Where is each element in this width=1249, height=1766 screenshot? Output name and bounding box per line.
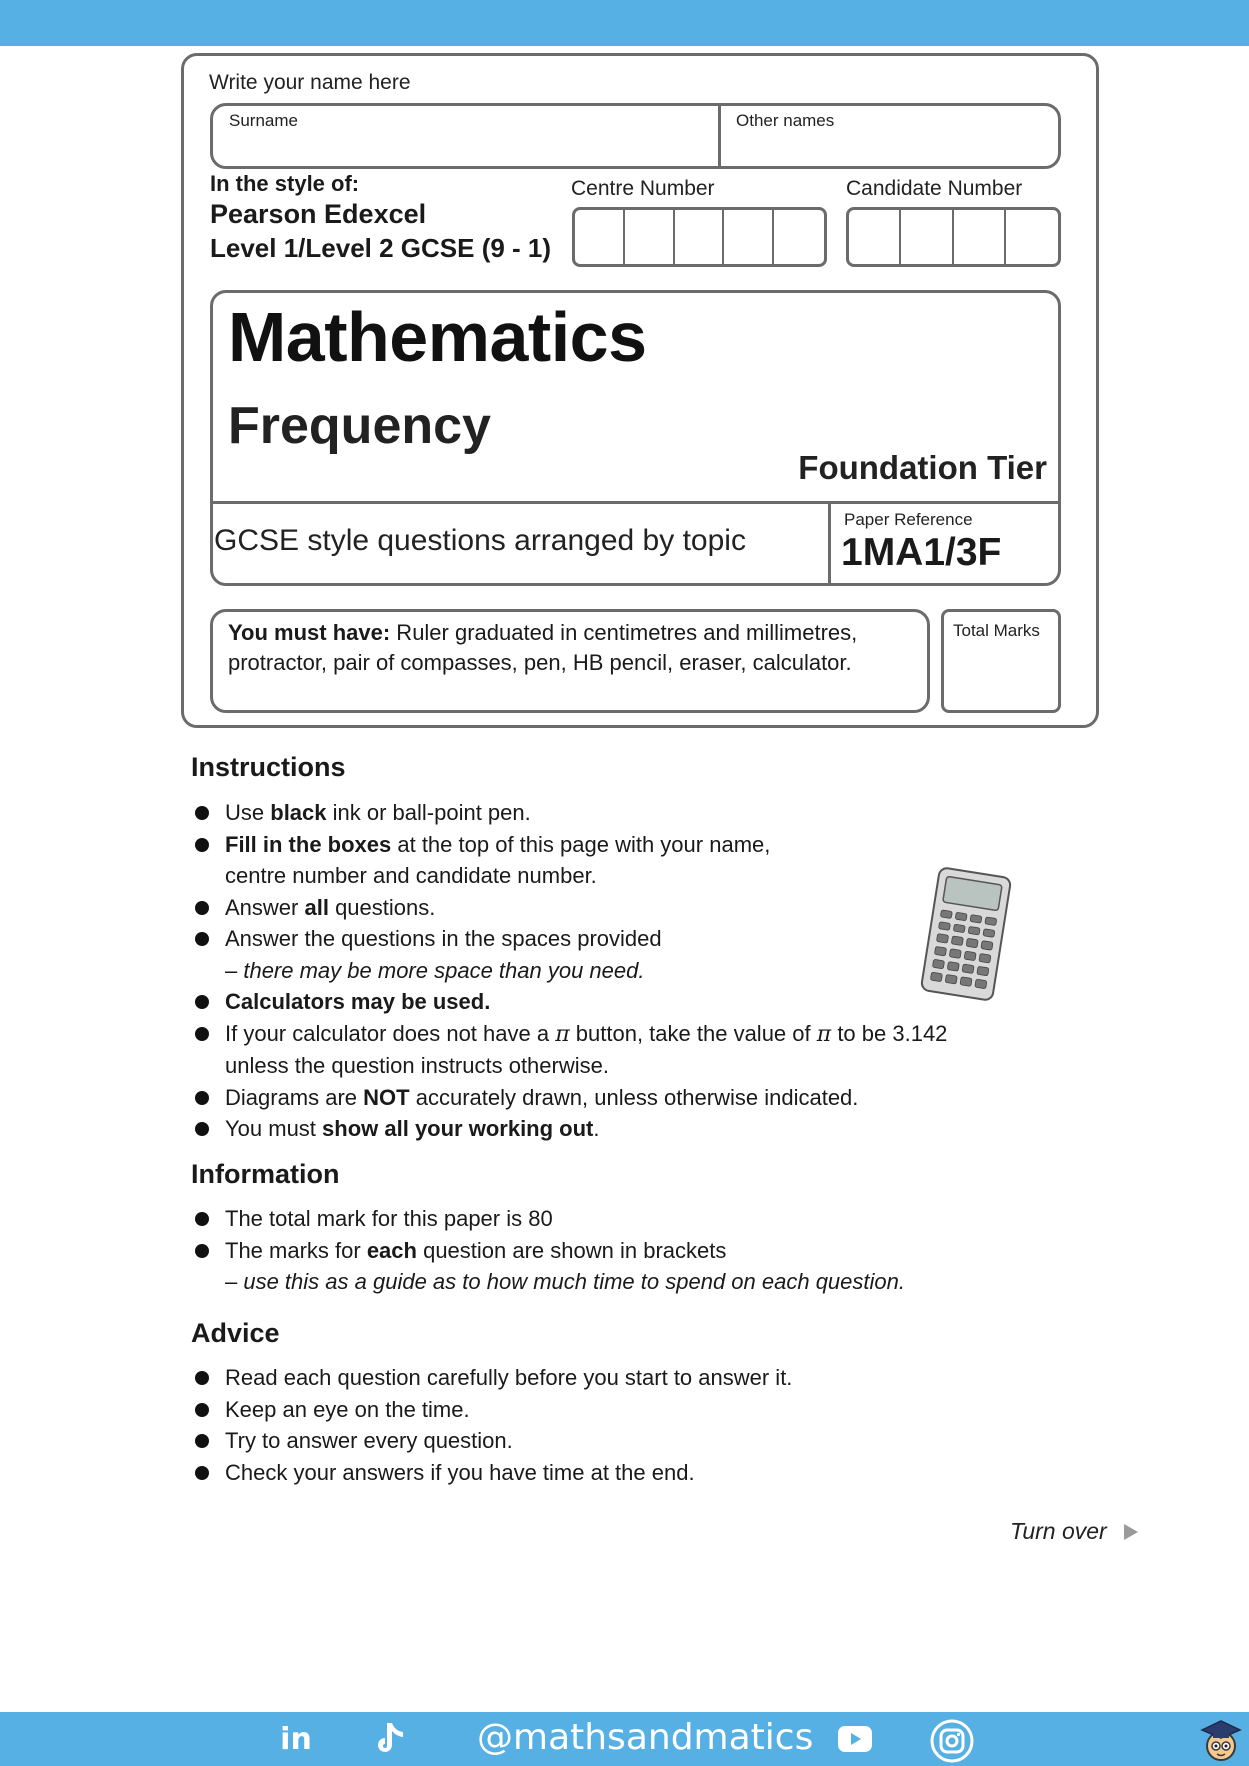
turn-over[interactable] — [1010, 1518, 1141, 1545]
list-item: Keep an eye on the time. — [193, 1394, 1013, 1426]
centre-digit-box[interactable] — [724, 210, 774, 264]
surname-field[interactable] — [223, 134, 711, 164]
social-handle[interactable]: @mathsandmatics — [477, 1717, 814, 1758]
information-list — [193, 1203, 1033, 1298]
centre-digit-box[interactable] — [625, 210, 675, 264]
linkedin-glyph: in — [280, 1722, 312, 1757]
centre-digit-box[interactable] — [675, 210, 725, 264]
subject-title: Mathematics — [228, 298, 647, 376]
requirements-box — [210, 609, 930, 713]
youtube-icon[interactable] — [838, 1726, 872, 1752]
candidate-digit-box[interactable] — [901, 210, 953, 264]
centre-number-boxes[interactable] — [572, 207, 827, 267]
advice-title: Advice — [191, 1318, 280, 1348]
calculator-icon — [918, 866, 1014, 1002]
list-item: Check your answers if you have time at the end. — [193, 1457, 1013, 1489]
board-name: Pearson Edexcel — [210, 199, 427, 229]
information-title: Information — [191, 1159, 340, 1189]
list-item: Try to answer every question. — [193, 1425, 1013, 1457]
linkedin-icon[interactable] — [278, 1722, 314, 1758]
tiktok-icon[interactable] — [374, 1720, 408, 1758]
name-divider — [718, 106, 721, 166]
instagram-icon[interactable] — [930, 1719, 974, 1763]
candidate-digit-box[interactable] — [954, 210, 1006, 264]
requirements-text — [228, 618, 918, 678]
list-item: Read each question carefully before you start to answer it. — [193, 1362, 1013, 1394]
name-box — [210, 103, 1061, 169]
instructions-list — [193, 797, 1013, 1145]
play-arrow-icon — [1121, 1522, 1141, 1542]
instructions-title: Instructions — [191, 752, 346, 782]
other-names-label: Other names — [736, 111, 835, 130]
list-item: Fill in the boxes at the top of this page with your name, centre number and candidate number. — [193, 829, 1013, 892]
requirements-lead: You must have: — [228, 620, 391, 645]
tier-label: Foundation Tier — [798, 449, 1047, 486]
write-name-label: Write your name here — [209, 71, 411, 94]
list-item: Answer the questions in the spaces provided – there may be more space than you need. — [193, 923, 1013, 986]
list-item: The marks for each question are shown in brackets – use this as a guide as to how much time to spend on each question. — [193, 1235, 1033, 1298]
list-item: Use black ink or ball-point pen. — [193, 797, 1013, 829]
candidate-digit-box[interactable] — [1006, 210, 1058, 264]
centre-digit-box[interactable] — [575, 210, 625, 264]
centre-digit-box[interactable] — [774, 210, 824, 264]
topic-title: Frequency — [228, 397, 491, 455]
style-of-label: In the style of: — [210, 171, 360, 196]
title-divider — [213, 501, 1058, 504]
list-item: Answer all questions. — [193, 892, 1013, 924]
paper-reference-label: Paper Reference — [844, 510, 973, 529]
paper-reference: 1MA1/3F — [841, 531, 1002, 574]
title-box — [210, 290, 1061, 586]
list-item: If your calculator does not have a π button, take the value of π to be 3.142 unless the question instructs otherwise. — [193, 1018, 1013, 1082]
turn-over-label: Turn over — [1010, 1518, 1107, 1544]
reference-divider — [828, 501, 831, 586]
surname-label: Surname — [229, 111, 298, 130]
candidate-number-label: Candidate Number — [846, 177, 1023, 200]
list-item: You must show all your working out. — [193, 1113, 1013, 1145]
total-marks-label: Total Marks — [953, 621, 1040, 640]
centre-number-label: Centre Number — [571, 177, 715, 200]
candidate-digit-box[interactable] — [849, 210, 901, 264]
total-marks-box — [941, 609, 1061, 713]
list-item: The total mark for this paper is 80 — [193, 1203, 1033, 1235]
list-item: Diagrams are NOT accurately drawn, unless otherwise indicated. — [193, 1082, 1013, 1114]
description-text: GCSE style questions arranged by topic — [214, 524, 746, 557]
advice-list — [193, 1362, 1013, 1488]
candidate-number-boxes[interactable] — [846, 207, 1061, 267]
level-label: Level 1/Level 2 GCSE (9 - 1) — [210, 233, 552, 263]
list-item: Calculators may be used. — [193, 986, 1013, 1018]
top-accent-bar — [0, 0, 1249, 46]
mascot-icon — [1198, 1712, 1244, 1766]
requirements-list: Ruler graduated in centimetres and millimetres, protractor, pair of compasses, pen, HB pencil, eraser, calculator. — [228, 620, 858, 675]
other-names-field[interactable] — [728, 134, 1048, 164]
